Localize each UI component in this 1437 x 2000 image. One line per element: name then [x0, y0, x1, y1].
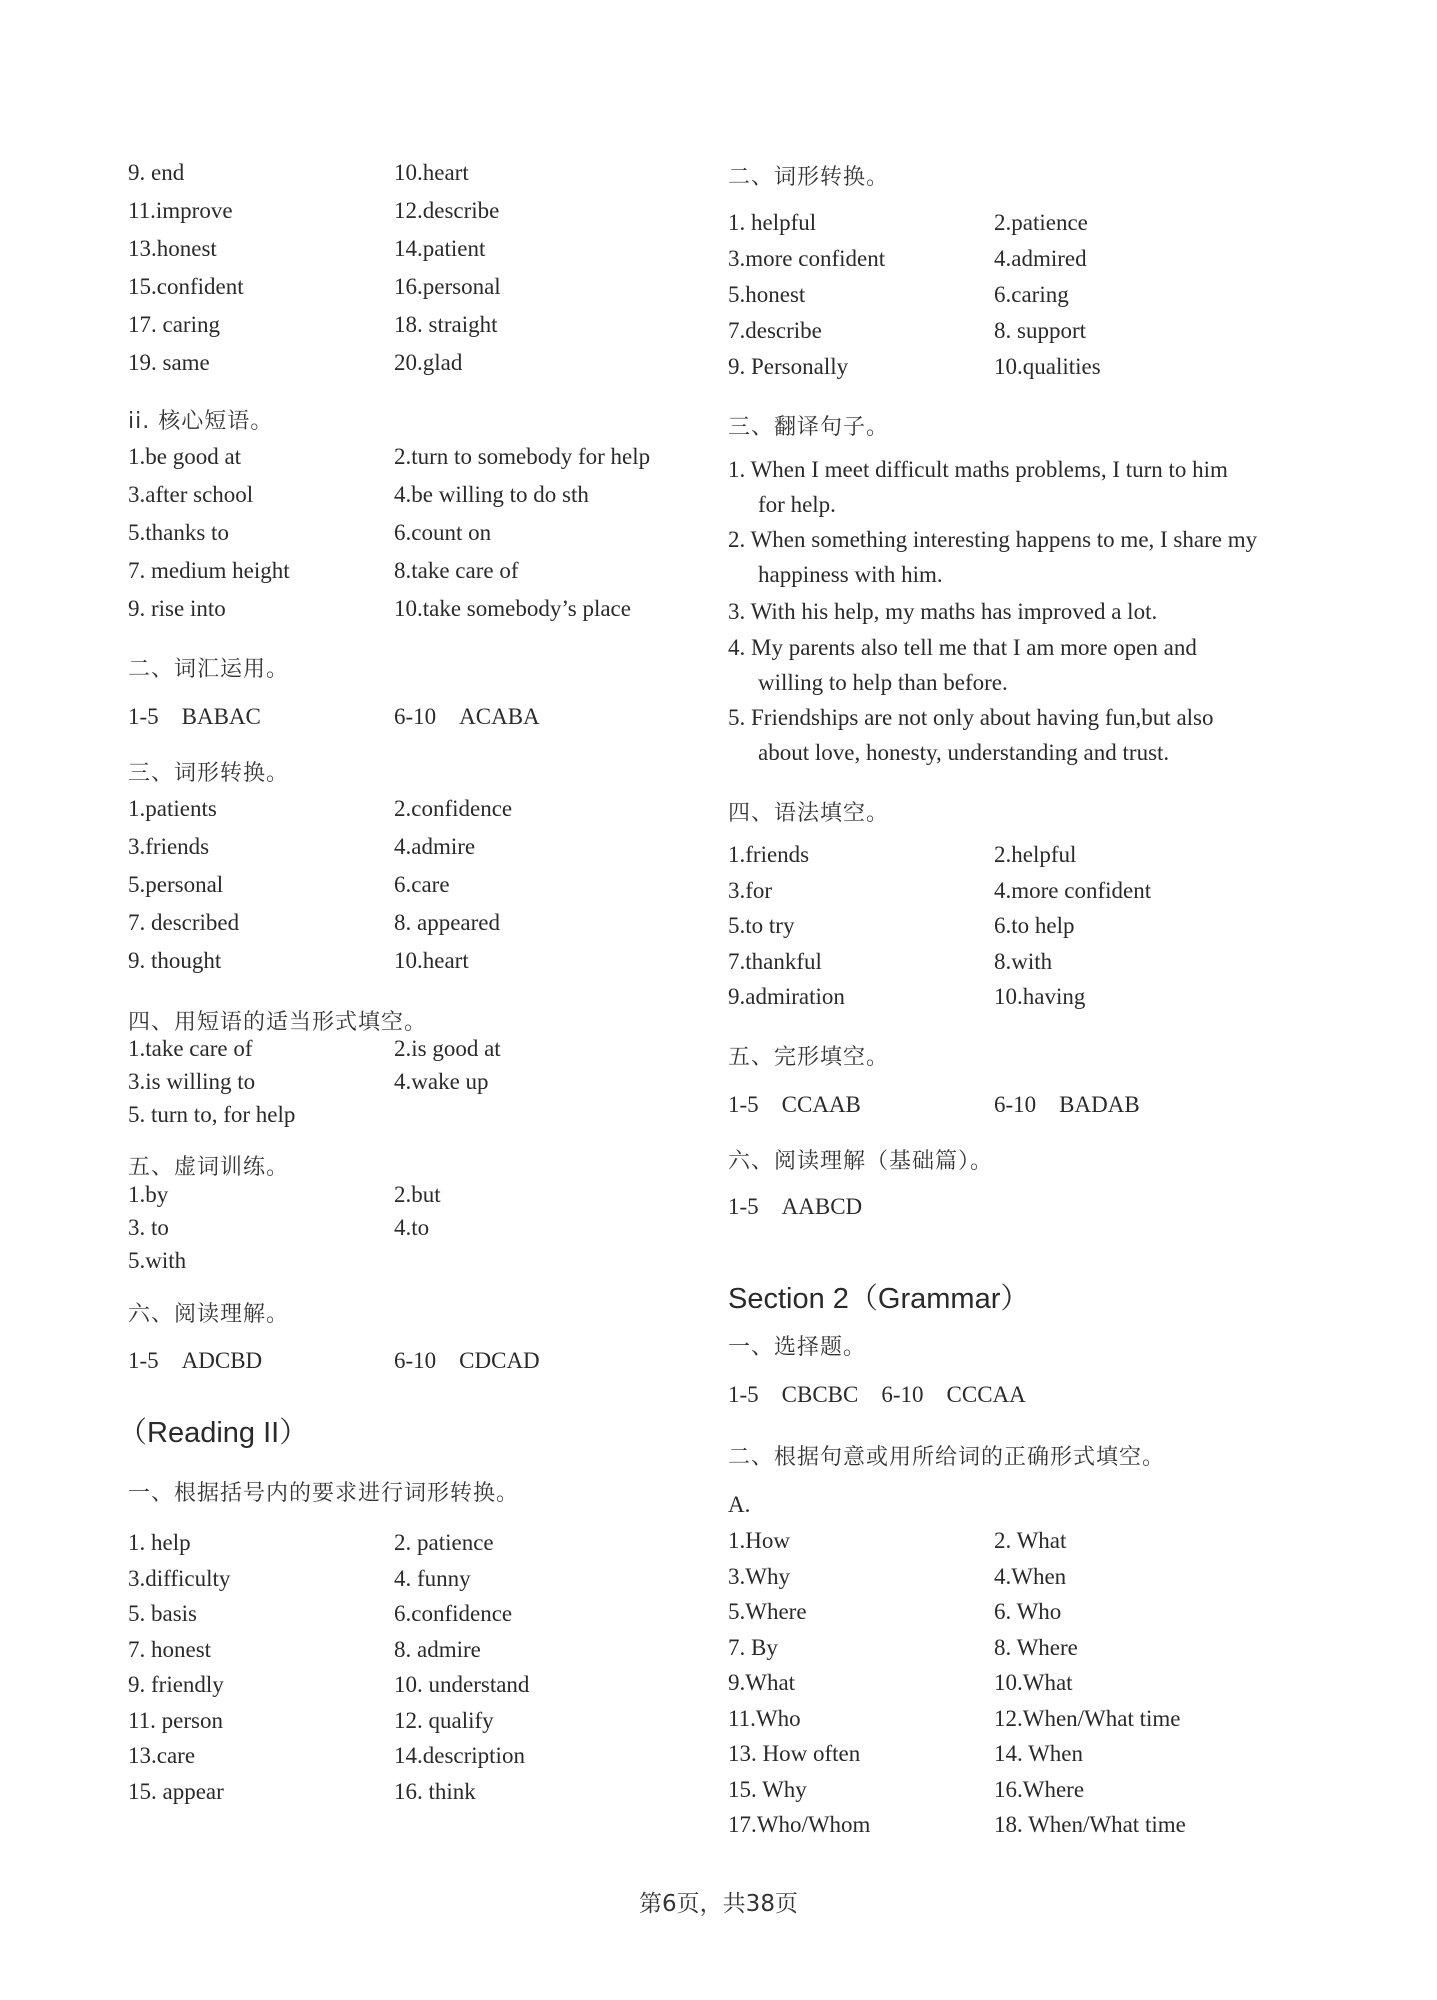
answer-left: 11. person [128, 1707, 223, 1733]
answer-right: 12.When/What time [994, 1705, 1181, 1731]
translation-sentence [728, 630, 1288, 700]
answer-right: 8. Where [994, 1634, 1078, 1660]
answer-left: 7. medium height [128, 558, 290, 583]
answer-left: 1. helpful [728, 210, 817, 235]
answer-right: 2.patience [994, 210, 1088, 235]
answer-left: 13.honest [128, 236, 217, 261]
answer-left: 1.be good at [128, 444, 242, 469]
answer-left: 9. friendly [128, 1672, 224, 1697]
answer-right: 10.heart [394, 160, 469, 185]
sentence-line: 4. My parents also tell me that I am more open and [728, 635, 1197, 660]
sentence-line: 5. Friendships are not only about having fun,but also [728, 705, 1214, 730]
answer-left: 1.patients [128, 796, 217, 821]
grammar-fill-heading: 四、语法填空。 [728, 801, 890, 826]
answer-right: 8. support [994, 318, 1086, 343]
answer-right: 4.be willing to do sth [394, 482, 589, 507]
answer-right: 6. Who [994, 1599, 1062, 1624]
sentence-line: 1. When I meet difficult maths problems, I turn to him [728, 457, 1228, 482]
answer-right: 4.to [394, 1215, 430, 1240]
answer-left: 15. appear [128, 1778, 224, 1804]
answer-right: 2. patience [394, 1530, 494, 1555]
page-footer: 第6页，共38页 [639, 1891, 798, 1917]
fill-heading: 二、根据句意或用所给词的正确形式填空。 [728, 1445, 1166, 1470]
answer-right: 14.description [394, 1743, 525, 1768]
answer-left: 7.describe [728, 318, 822, 343]
answer-left: 15.confident [128, 274, 244, 299]
answer-right: 16.personal [394, 274, 501, 299]
answer-left: 9. thought [128, 948, 222, 973]
vocab-use-heading: 二、词汇运用。 [128, 657, 290, 682]
phrases-heading: ii. 核心短语。 [128, 409, 274, 434]
reading-heading: 六、阅读理解。 [128, 1302, 290, 1327]
sentence-line: 3. With his help, my maths has improved a lot. [728, 599, 1158, 624]
answer-right: 18. straight [394, 312, 498, 337]
choice-heading: 一、选择题。 [728, 1335, 867, 1360]
reading2-heading: 一、根据括号内的要求进行词形转换。 [128, 1481, 520, 1506]
answer-left: 17. caring [128, 312, 220, 337]
answer-right: 6.to help [994, 913, 1075, 938]
reading-6-10: 6-10 CDCAD [394, 1348, 540, 1373]
answer-right: 6.confidence [394, 1601, 513, 1626]
answer-right: 4. funny [394, 1565, 471, 1591]
answer-left: 9. rise into [128, 596, 226, 621]
answer-left: 3.is willing to [128, 1069, 256, 1094]
answer-left: 3.more confident [728, 246, 886, 271]
answer-left: 9.admiration [728, 984, 845, 1009]
answer-left: 9.What [728, 1670, 796, 1695]
sentence-line: 2. When something interesting happens to me, I share my [728, 527, 1258, 552]
answer-right: 10.What [994, 1670, 1073, 1695]
answer-left: 1. help [128, 1530, 191, 1555]
answer-right: 12.describe [394, 198, 500, 223]
answer-left: 9. end [128, 160, 185, 185]
answer-left: 19. same [128, 350, 210, 375]
answer-left: 5. basis [128, 1601, 197, 1626]
answer-right: 2.is good at [394, 1036, 501, 1061]
reading-1-5: 1-5 ADCBD [128, 1348, 263, 1373]
answer-left: 5.Where [728, 1599, 807, 1624]
sentence-continuation: happiness with him. [758, 562, 943, 587]
answer-left: 3. to [128, 1215, 169, 1240]
answer-left: 11.Who [728, 1705, 801, 1731]
translation-sentence [728, 522, 1288, 592]
answer-left: 7. described [128, 910, 240, 935]
answer-left: 3.Why [728, 1563, 790, 1589]
answer-right: 2.but [394, 1182, 441, 1207]
word-form-heading: 三、词形转换。 [128, 761, 290, 786]
answer-right: 2. What [994, 1528, 1067, 1553]
answer-left: 5.personal [128, 872, 224, 897]
translate-heading: 三、翻译句子。 [728, 415, 890, 440]
answer-right: 2.confidence [394, 796, 513, 821]
answer-right: 14. When [994, 1741, 1084, 1766]
cloze-1-5: 1-5 CCAAB [728, 1092, 861, 1117]
answer-right: 6.caring [994, 282, 1069, 307]
answer-right: 18. When/What time [994, 1812, 1186, 1837]
sentence-continuation: about love, honesty, understanding and trust. [758, 740, 1170, 765]
answer-right: 10.take somebody’s place [394, 596, 631, 621]
answer-left: 5. turn to, for help [128, 1102, 296, 1127]
answer-right: 4.wake up [394, 1069, 489, 1094]
fill-sub: A. [728, 1492, 751, 1517]
answer-left: 7.thankful [728, 948, 822, 974]
answer-left: 1.by [128, 1182, 169, 1207]
answer-right: 4.admire [394, 834, 476, 859]
answer-right: 10.qualities [994, 354, 1101, 379]
r-word-form-heading: 二、词形转换。 [728, 165, 890, 190]
answer-left: 9. Personally [728, 354, 849, 379]
section2-title: Section 2（Grammar） [728, 1283, 1030, 1315]
answer-right: 6.care [394, 872, 450, 897]
function-words-heading: 五、虚词训练。 [128, 1155, 290, 1180]
answer-right: 8.take care of [394, 558, 519, 583]
answer-right: 16.Where [994, 1776, 1085, 1802]
answer-left: 5.honest [728, 282, 806, 307]
vocab-use-6-10: 6-10 ACABA [394, 704, 540, 729]
sentence-continuation: for help. [758, 492, 836, 517]
translation-sentence [728, 452, 1288, 522]
translation-sentence [728, 594, 1288, 629]
answer-left: 3.friends [128, 834, 210, 859]
answer-left: 3.difficulty [128, 1565, 231, 1591]
cloze-heading: 五、完形填空。 [728, 1045, 890, 1070]
answer-left: 5.to try [728, 913, 795, 938]
answer-right: 8. admire [394, 1636, 481, 1662]
answer-right: 8.with [994, 948, 1053, 974]
answer-right: 14.patient [394, 236, 486, 261]
answer-left: 11.improve [128, 198, 233, 223]
answer-right: 10.having [994, 984, 1086, 1009]
answer-left: 13.care [128, 1743, 196, 1768]
answer-right: 16. think [394, 1778, 476, 1804]
answer-left: 1.friends [728, 842, 810, 867]
reading-basic-heading: 六、阅读理解（基础篇）。 [728, 1149, 994, 1174]
answer-right: 4.When [994, 1563, 1067, 1589]
answer-left: 17.Who/Whom [728, 1812, 871, 1837]
phrase-fill-heading: 四、用短语的适当形式填空。 [128, 1010, 428, 1035]
answer-right: 12. qualify [394, 1707, 494, 1733]
answer-left: 13. How often [728, 1741, 861, 1766]
answer-right: 6.count on [394, 520, 492, 545]
answer-right: 8. appeared [394, 910, 500, 935]
choice-text: 1-5 CBCBC 6-10 CCCAA [728, 1382, 1026, 1407]
answer-right: 2.turn to somebody for help [394, 444, 651, 469]
answer-right: 10.heart [394, 948, 469, 973]
answer-left: 3.after school [128, 482, 254, 507]
answer-right: 4.more confident [994, 877, 1152, 903]
answer-right: 20.glad [394, 350, 463, 375]
translation-sentence [728, 700, 1288, 770]
vocab-use-1-5: 1-5 BABAC [128, 704, 261, 729]
answer-left: 15. Why [728, 1776, 807, 1802]
answer-left: 7. By [728, 1634, 778, 1660]
cloze-6-10: 6-10 BADAB [994, 1092, 1140, 1117]
answer-left: 1.How [728, 1528, 790, 1553]
answer-left: 1.take care of [128, 1036, 253, 1061]
answer-left: 5.thanks to [128, 520, 229, 545]
answer-right: 2.helpful [994, 842, 1077, 867]
answer-left: 5.with [128, 1248, 187, 1273]
answer-right: 4.admired [994, 246, 1087, 271]
answer-right: 10. understand [394, 1672, 530, 1697]
reading2-title: （Reading II） [118, 1417, 309, 1449]
answer-left: 7. honest [128, 1636, 212, 1662]
reading-basic-1-5: 1-5 AABCD [728, 1194, 863, 1219]
sentence-continuation: willing to help than before. [758, 670, 1008, 695]
answer-left: 3.for [728, 877, 773, 903]
